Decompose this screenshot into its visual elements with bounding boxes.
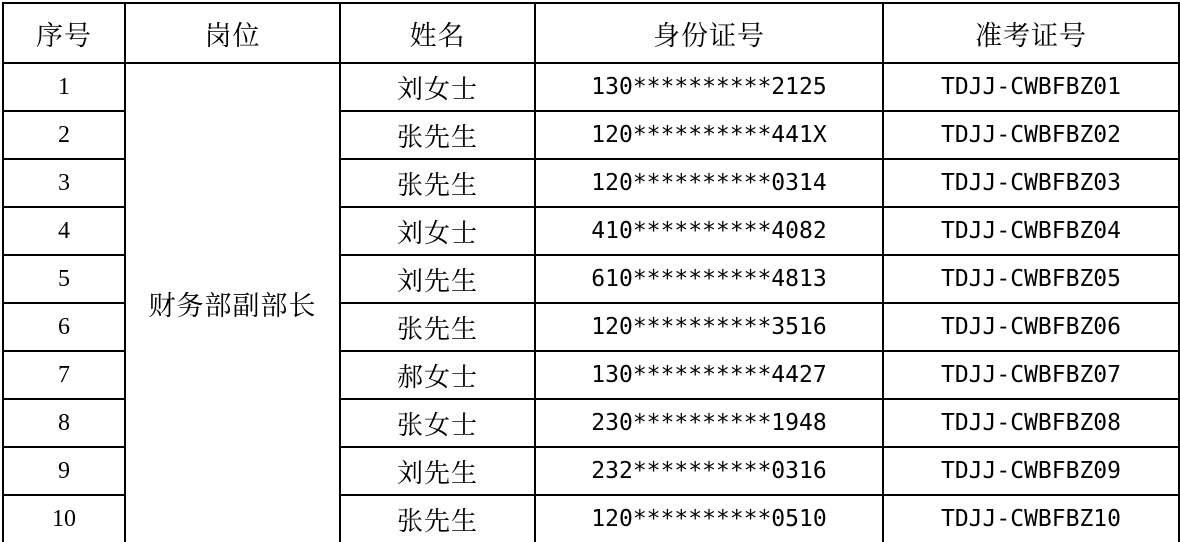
cell-id: 120**********3516 xyxy=(535,303,883,351)
column-header-index: 序号 xyxy=(3,3,125,63)
cell-ticket: TDJJ-CWBFBZ10 xyxy=(883,495,1179,542)
cell-index: 8 xyxy=(3,399,125,447)
cell-id: 120**********0314 xyxy=(535,159,883,207)
cell-index: 1 xyxy=(3,63,125,111)
cell-index: 4 xyxy=(3,207,125,255)
cell-id: 120**********441X xyxy=(535,111,883,159)
cell-ticket: TDJJ-CWBFBZ01 xyxy=(883,63,1179,111)
cell-post: 财务部副部长 xyxy=(125,63,340,542)
column-header-post: 岗位 xyxy=(125,3,340,63)
candidate-roster-table xyxy=(2,2,1180,542)
cell-name: 张先生 xyxy=(340,111,535,159)
cell-name: 刘先生 xyxy=(340,255,535,303)
cell-index: 10 xyxy=(3,495,125,542)
cell-name: 刘女士 xyxy=(340,207,535,255)
cell-ticket: TDJJ-CWBFBZ08 xyxy=(883,399,1179,447)
cell-name: 刘先生 xyxy=(340,447,535,495)
column-header-id: 身份证号 xyxy=(535,3,883,63)
cell-id: 130**********4427 xyxy=(535,351,883,399)
cell-index: 9 xyxy=(3,447,125,495)
cell-name: 张女士 xyxy=(340,399,535,447)
cell-ticket: TDJJ-CWBFBZ07 xyxy=(883,351,1179,399)
cell-ticket: TDJJ-CWBFBZ09 xyxy=(883,447,1179,495)
cell-ticket: TDJJ-CWBFBZ02 xyxy=(883,111,1179,159)
cell-name: 张先生 xyxy=(340,495,535,542)
cell-index: 6 xyxy=(3,303,125,351)
column-header-name: 姓名 xyxy=(340,3,535,63)
column-header-ticket: 准考证号 xyxy=(883,3,1179,63)
cell-id: 610**********4813 xyxy=(535,255,883,303)
cell-id: 232**********0316 xyxy=(535,447,883,495)
table-header xyxy=(3,3,1179,63)
cell-ticket: TDJJ-CWBFBZ06 xyxy=(883,303,1179,351)
cell-index: 2 xyxy=(3,111,125,159)
cell-name: 张先生 xyxy=(340,303,535,351)
table-header-row xyxy=(3,3,1179,63)
cell-index: 3 xyxy=(3,159,125,207)
cell-ticket: TDJJ-CWBFBZ04 xyxy=(883,207,1179,255)
cell-index: 5 xyxy=(3,255,125,303)
cell-id: 120**********0510 xyxy=(535,495,883,542)
table-row xyxy=(3,63,1179,111)
table-body xyxy=(3,63,1179,542)
cell-index: 7 xyxy=(3,351,125,399)
cell-ticket: TDJJ-CWBFBZ05 xyxy=(883,255,1179,303)
cell-name: 刘女士 xyxy=(340,63,535,111)
cell-ticket: TDJJ-CWBFBZ03 xyxy=(883,159,1179,207)
cell-id: 130**********2125 xyxy=(535,63,883,111)
cell-name: 郝女士 xyxy=(340,351,535,399)
cell-name: 张先生 xyxy=(340,159,535,207)
cell-id: 410**********4082 xyxy=(535,207,883,255)
cell-id: 230**********1948 xyxy=(535,399,883,447)
